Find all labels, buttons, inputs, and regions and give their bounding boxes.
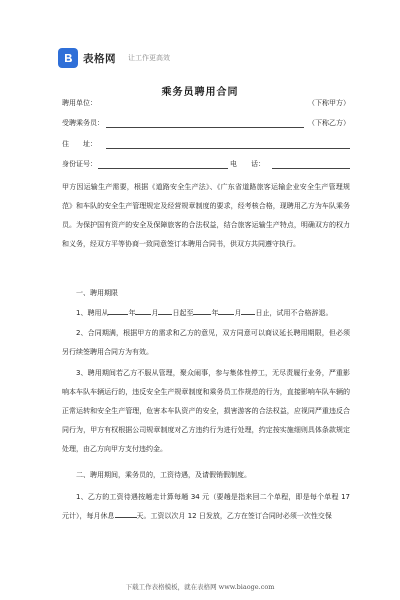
clause-1-1-day1: 日起至 — [172, 309, 194, 317]
clause-1-1-year1: 年 — [128, 309, 136, 317]
clause-1-1-text-a: 1、聘用从 — [76, 309, 109, 317]
rest-days-blank — [115, 508, 137, 518]
employer-suffix: （下称甲方） — [308, 99, 350, 107]
phone-label: 电 话： — [230, 160, 265, 168]
id-blank-line — [98, 168, 228, 169]
address-row — [62, 137, 350, 151]
clause-1-1 — [62, 304, 350, 323]
address-blank-line — [106, 148, 350, 149]
contract-body — [62, 178, 350, 578]
clause-1-2: 2、合同期满，根据甲方的需求和乙方的意见，双方同意可以商议延长聘用期限，但必须另行续签聘用合同方为有效。 — [62, 329, 350, 356]
id-label: 身份证号： — [62, 160, 97, 168]
id-phone-row — [62, 157, 350, 171]
address-label: 住 址： — [62, 140, 97, 148]
document-title: 乘务员聘用合同 — [161, 87, 239, 98]
year-start-blank — [108, 305, 128, 315]
clause-1-3: 3、聘用期间若乙方不服从管理，聚众闹事，参与集体性停工，无尽责履行业务，严重影响本车队车辆运行的，违反安全生产规章制度和乘务员工作规范的行为，直接影响车队车辆的正常运转和安全生产管理，危害本车队资产的安全，损害游客的合法权益，应视同严重违反合同行为，甲方有权根据公司规章制度对乙方违约行为进行处理，约定按实施细则具体条款规定处理，由乙方向甲方支付违约金。 — [62, 369, 350, 453]
brand-tagline: 让工作更高效 — [128, 54, 170, 62]
employee-label: 受聘乘务员： — [62, 119, 104, 127]
day-start-blank — [158, 305, 172, 315]
employee-blank-line — [106, 127, 304, 128]
month-start-blank — [135, 305, 151, 315]
employer-label: 聘用单位： — [62, 99, 97, 107]
employee-suffix: （下称乙方） — [308, 119, 350, 127]
intro-paragraph: 甲方因运输生产需要，根据《道路安全生产法》、《广东省道路旅客运输企业安全生产管理规范》和车队的安全生产管理规定及经营规章制度的要求，经考核合格，现聘用乙方为车队乘务员。为保护国有资产的安全及保障旅客的合法权益，结合旅客运输生产特点，明确双方的权力和义务，经双方平等协商一致同意签订本聘用合同书，供双方共同遵守执行。 — [62, 183, 350, 248]
section-2-heading: 二、聘用期间，乘务员的，工资待遇，及请假销假制度。 — [76, 471, 251, 479]
brand-name: 表格网 — [83, 52, 116, 65]
day-end-blank — [241, 305, 255, 315]
footer-text: 下载工作表格模板，就在表格网 www.biaoge.com — [125, 583, 275, 591]
clause-1-1-month2: 月 — [234, 309, 242, 317]
clause-2-1 — [62, 488, 350, 526]
site-header — [58, 47, 170, 69]
clause-1-1-month1: 月 — [151, 309, 159, 317]
month-end-blank — [218, 305, 234, 315]
clause-2-1-text-b: 天。工资以次月 12 日发放，乙方在签订合同时必须一次性交保 — [136, 512, 332, 520]
logo-icon — [58, 48, 78, 68]
employee-row — [62, 116, 350, 130]
logo-glyph — [62, 52, 74, 64]
phone-blank-line — [272, 168, 350, 169]
section-1-heading: 一、聘用期限 — [76, 289, 118, 297]
employer-row — [62, 96, 350, 110]
clause-1-1-year2: 年 — [211, 309, 219, 317]
clause-2-1-text-a: 1、乙方的工资待遇按趟走计算每趟 34 元（要趟是指来回二个单程，即是每个单程 17 元计），每月休息 — [62, 493, 350, 520]
year-end-blank — [193, 305, 211, 315]
clause-1-1-end: 日止，试用不合格辞退。 — [255, 309, 333, 317]
